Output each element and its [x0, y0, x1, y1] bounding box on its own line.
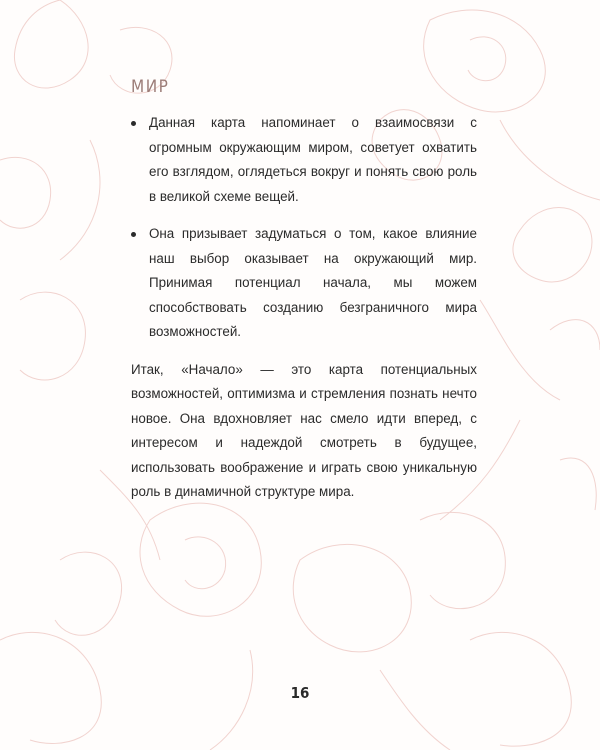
section-heading: МИР [131, 77, 170, 97]
page-number: 16 [290, 684, 310, 702]
text-column [131, 70, 477, 505]
bullet-icon [131, 121, 136, 126]
bullet-text: Данная карта напоминает о взаимосвязи с огромным окружающим миром, советует охватить его взглядом, оглядеться вокруг и понять свою роль в великой схеме вещей. [149, 115, 477, 204]
list-item [131, 111, 477, 209]
list-item [131, 222, 477, 345]
bullet-list [131, 111, 477, 345]
bullet-text: Она призывает задуматься о том, какое влияние наш выбор оказывает на окружающий мир. Принимая потенциал начала, мы можем способствовать созданию безграничного мира возможностей. [149, 226, 477, 339]
summary-paragraph: Итак, «Начало» — это карта потенциальных возможностей, оптимизма и стремления познать нечто новое. Она вдохновляет нас смело идти вперед, с интересом и надеждой смотреть в будущее, использовать воображение и играть свою уникальную роль в динамичной структуре мира. [131, 361, 477, 499]
bullet-icon [131, 232, 136, 237]
